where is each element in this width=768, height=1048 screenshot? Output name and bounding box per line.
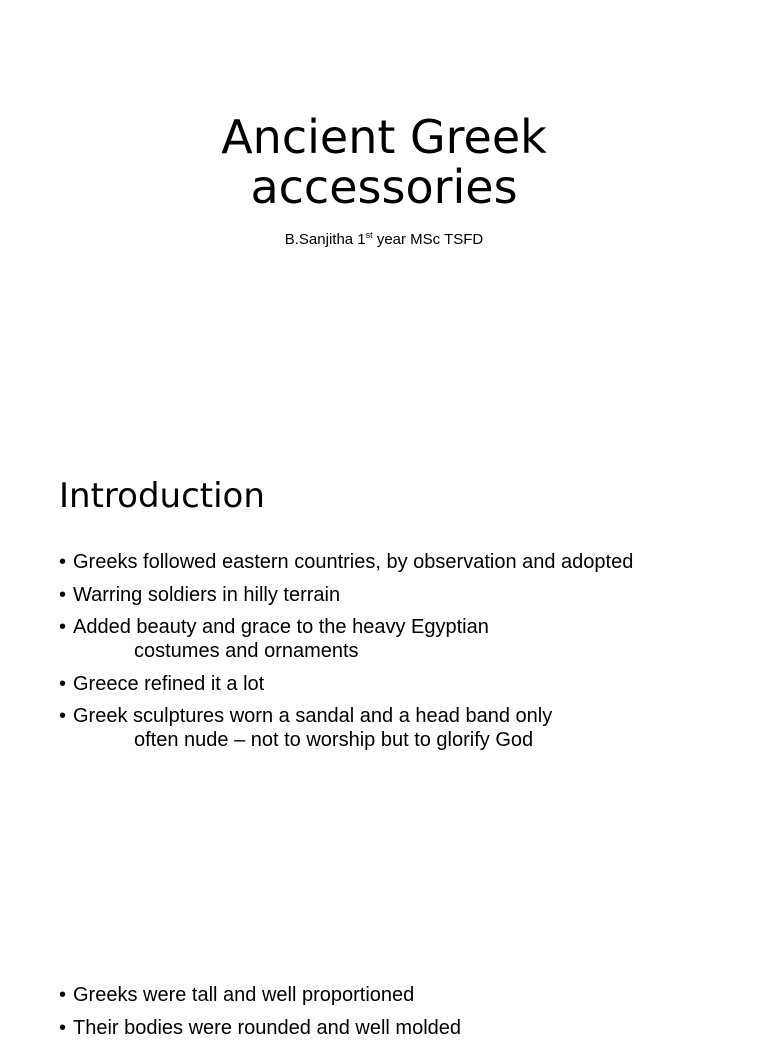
bullet-icon: • (59, 984, 67, 1006)
bullet-icon: • (59, 551, 67, 573)
bullet-text-continuation: costumes and ornaments (134, 640, 359, 662)
bullet-item (59, 550, 759, 574)
bullet-icon: • (59, 583, 67, 606)
bullet-text: Greek sculptures worn a sandal and a head band only (73, 705, 553, 727)
bullet-item (59, 615, 759, 663)
bullet-item (59, 672, 759, 696)
subtitle-course: year MSc TSFD (372, 231, 484, 248)
bullet-text: Warring soldiers in hilly terrain (73, 583, 341, 606)
next-slide-bullet-list (59, 983, 759, 1048)
section-heading: Introduction (59, 476, 265, 516)
author-subtitle (0, 230, 768, 250)
bullet-icon: • (59, 616, 67, 638)
intro-bullet-list (59, 550, 759, 761)
subtitle-ordinal-suffix: st (365, 230, 373, 240)
bullet-icon: • (59, 672, 67, 695)
bullet-text-continuation: often nude – not to worship but to glorify God (134, 729, 534, 751)
document-title (0, 112, 768, 212)
subtitle-author: B.Sanjitha 1 (284, 231, 366, 248)
bullet-icon: • (59, 705, 67, 727)
bullet-text: Their bodies were rounded and well molded (73, 1016, 462, 1039)
bullet-text: Greeks followed eastern countries, by observation and adopted (73, 551, 634, 573)
bullet-item (59, 983, 759, 1007)
bullet-text: Greeks were tall and well proportioned (73, 984, 415, 1006)
bullet-item (59, 1016, 759, 1040)
bullet-item (59, 704, 759, 752)
bullet-item (59, 583, 759, 607)
title-line-1: Ancient Greek (221, 110, 547, 164)
bullet-text: Greece refined it a lot (73, 672, 265, 695)
bullet-icon: • (59, 1016, 67, 1039)
title-line-2: accessories (250, 160, 518, 214)
bullet-text: Added beauty and grace to the heavy Egyptian (73, 616, 489, 638)
